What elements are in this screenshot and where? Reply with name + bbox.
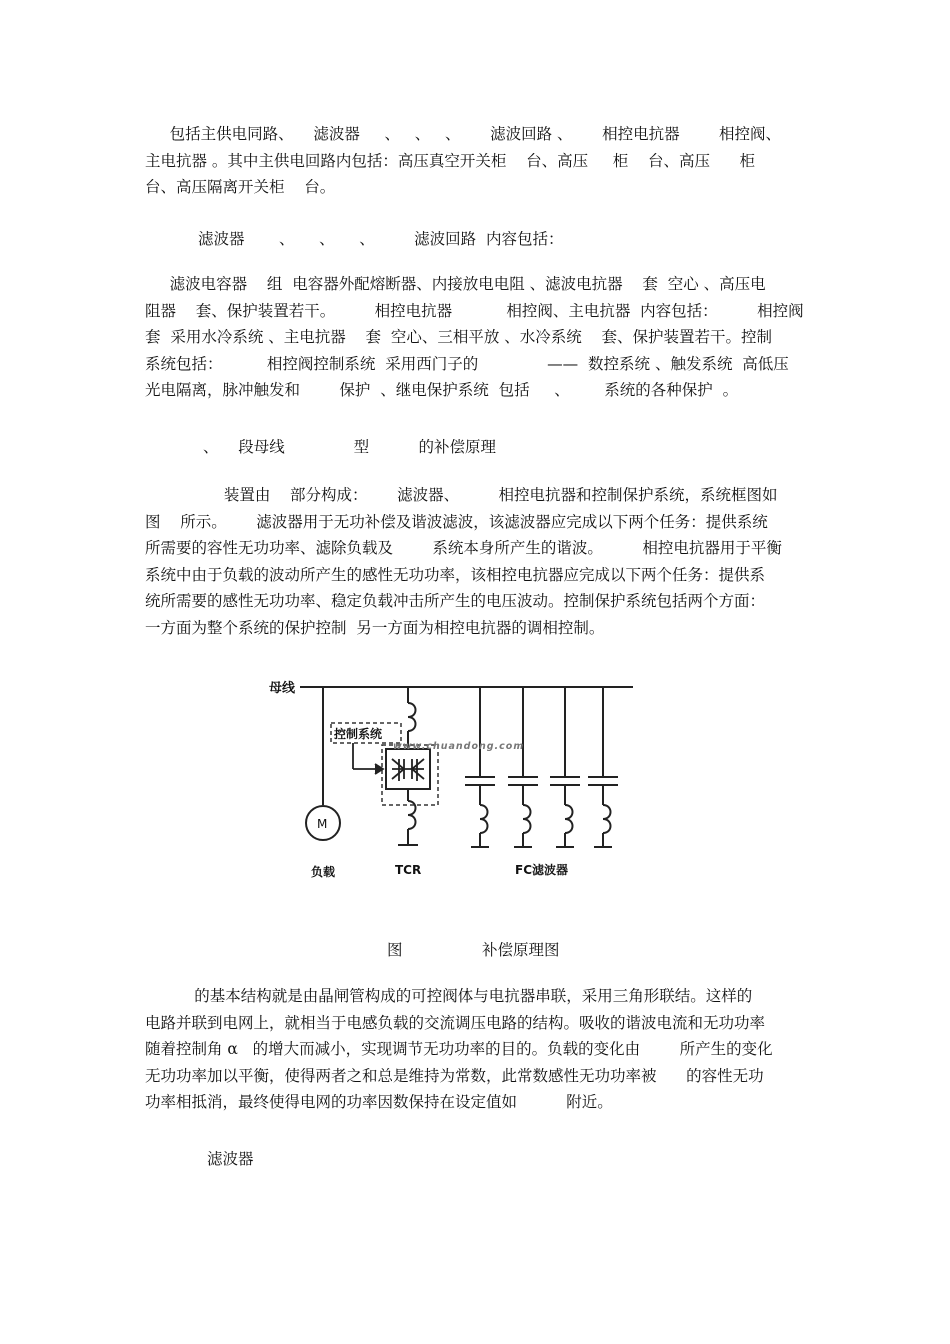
control-system-label: 控制系统 (334, 727, 383, 741)
load-label: 负载 (311, 865, 336, 879)
figure-number: 图 (387, 941, 403, 959)
watermark-text: www.chuandong.com (393, 741, 525, 752)
compensation-diagram (265, 665, 645, 895)
paragraph-tcr-structure: 的基本结构就是由晶闸管构成的可控阀体与电抗器串联，采用三角形联结。这样的 电路并联到电网上，就相当于电感负载的交流调压电路的结构。吸收的谐波电流和无功功率 随着控制角 α 的增大而减小，实现调节无功功率的目的。负载的变化由 所产生的变化 无功功率加以平衡，使得两者之和总是维持为常数，此常数感性无功功率被 的容性无功 功率相抵消，最终使得电网的功率因数保持在设定值如 附近。 (145, 987, 773, 1111)
paragraph-device-structure: 装置由 部分构成： 滤波器、 相控电抗器和控制保护系统，系统框图如 图 所示。 滤波器用于无功补偿及谐波滤波，该滤波器应完成以下两个任务：提供系统 所需要的容性无功功率、滤除负载及 系统本身所产生的谐波。 相控电抗器用于平衡 系统中由于负载的波动所产生的感性无功功率，该相控电抗器应完成以下两个任务：提供系 统所需要的感性无功功率、稳定负载冲击所产生的电压波动。控制保护系统包括两个方面： 一方面为整个系统的保护控制 另一方面为相控电抗器的调相控制。 (145, 486, 782, 637)
paragraph-filter-content: 滤波器 、 、 、 滤波回路 内容包括： (198, 230, 564, 248)
paragraph-main-circuit: 包括主供电同路、 滤波器 、 、 、 滤波回路 、 相控电抗器 相控阀、 主电抗器 。其中主供电回路内包括：高压真空开关柜 台、高压 柜 台、高压 柜 台、高压隔离开关柜 台。 (145, 125, 782, 196)
section-heading-principle: 、 段母线 型 的补偿原理 (203, 438, 496, 456)
figure-caption: 补偿原理图 (482, 941, 560, 959)
paragraph-equipment-list: 滤波电容器 组 电容器外配熔断器、内接放电电阻 、滤波电抗器 套 空心 、高压电 阻器 套、保护装置若干。 相控电抗器 相控阀、主电抗器 内容包括： 相控阀 套 采用水冷系统 、主电抗器 套 空心、三相平放 、水冷系统 套、保护装置若干。控制 系统包括： 相控阀控制系统 采用西门子的 —— 数控系统 、触发系统 高低压 光电隔离，脉冲触发和 保护 、继电保护系统 包括 、 系统的各种保护 。 (145, 275, 804, 399)
thyristor-icon (392, 759, 424, 781)
section-heading-filter: 滤波器 (207, 1150, 254, 1168)
busbar-label: 母线 (269, 681, 296, 696)
fc-filter-branches (465, 687, 618, 847)
tcr-label: TCR (395, 863, 422, 877)
motor-label: M (317, 817, 328, 831)
fc-filter-label: FC滤波器 (515, 863, 569, 877)
